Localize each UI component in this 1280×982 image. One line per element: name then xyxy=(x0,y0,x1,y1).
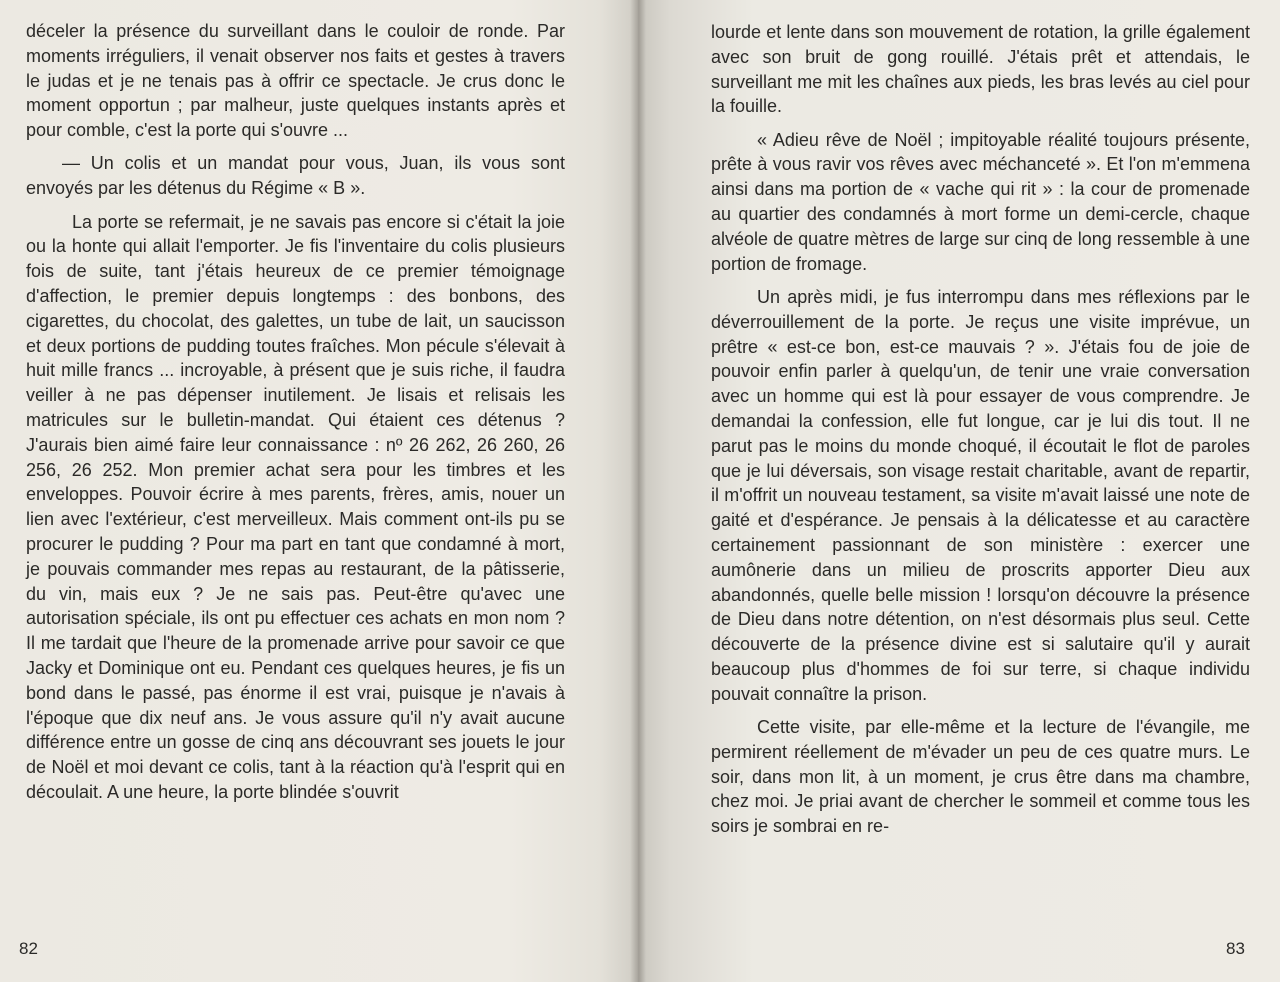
paragraph: La porte se refermait, je ne savais pas encore si c'était la joie ou la honte qui allait l'emporter. Je fis l'inventaire du colis plusieurs fois de suite, tant j'étais heureux de ce premier témoignage d'affection, le premier depuis longtemps : des bonbons, des cigarettes, du chocolat, des galettes, un tube de lait, un saucisson et deux portions de pudding toutes fraîches. Mon pécule s'élevait à huit mille francs ... incroyable, à présent que je suis riche, il faudra veiller à ne pas dépenser inutilement. Je lisais et relisais les matricules sur le bulletin-mandat. Qui étaient ces détenus ? J'aurais bien aimé faire leur connaissance : nº 26 262, 26 260, 26 256, 26 252. Mon premier achat sera pour les timbres et les enveloppes. Pouvoir écrire à mes parents, frères, amis, nouer un lien avec l'extérieur, c'est merveilleux. Mais comment ont-ils pu se procurer le pudding ? Pour ma part en tant que condamné à mort, je pouvais commander mes repas au restaurant, de la pâtisserie, du vin, mais eux ? Je ne sais pas. Peut-être qu'avec une autorisation spéciale, ils ont pu effectuer ces achats en mon nom ? Il me tardait que l'heure de la promenade arrive pour savoir ce que Jacky et Dominique ont eu. Pendant ces quelques heures, je fis un bond dans le passé, pas énorme il est vrai, puisque je n'avais à l'époque que dix neuf ans. Je vous assure qu'il n'y avait aucune différence entre un gosse de cinq ans découvrant ses jouets le jour de Noël et moi devant ce colis, tant à la réaction qu'à l'esprit qui en découlait. A une heure, la porte blindée s'ouvrit xyxy=(26,211,565,802)
paragraph: lourde et lente dans son mouvement de rotation, la grille également avec son bruit de gong rouillé. J'étais prêt et attendais, le surveillant me mit les chaînes aux pieds, les bras levés au ciel pour la fouille. xyxy=(711,22,1250,117)
book-gutter xyxy=(630,0,646,982)
page-number-right: 83 xyxy=(1226,939,1245,958)
right-page xyxy=(638,0,1280,982)
right-page-text xyxy=(711,20,1250,848)
paragraph: déceler la présence du surveillant dans le couloir de ronde. Par moments irréguliers, il venait observer nos faits et gestes à travers le judas et je ne tenais pas à offrir ce spectacle. Je crus donc le moment opportun ; par malheur, juste quelques instants après et pour comble, c'est la porte qui s'ouvre ... xyxy=(26,21,565,141)
dialogue-paragraph: — Un colis et un mandat pour vous, Juan, ils vous sont envoyés par les détenus du Régime « B ». xyxy=(26,153,565,199)
paragraph: Cette visite, par elle-même et la lecture de l'évangile, me permirent réellement de m'évader un peu de ces quatre murs. Le soir, dans mon lit, à un moment, je crus être dans ma chambre, chez moi. Je priai avant de chercher le sommeil et comme tous les soirs je sombrai en re- xyxy=(711,717,1250,837)
page-number-left: 82 xyxy=(19,939,38,958)
left-page xyxy=(0,0,638,982)
paragraph: « Adieu rêve de Noël ; impitoyable réalité toujours présente, prête à vous ravir vos rêves avec méchanceté ». Et l'on m'emmena ainsi dans ma portion de « vache qui rit » : la cour de promenade au quartier des condamnés à mort forme un demi-cercle, chaque alvéole de quatre mètres de large sur cinq de long ressemble à une portion de fromage. xyxy=(711,129,1250,274)
paragraph: Un après midi, je fus interrompu dans mes réflexions par le déverrouillement de la porte. Je reçus une visite imprévue, un prêtre « est-ce bon, est-ce mauvais ? ». J'étais fou de joie de pouvoir enfin parler à quelqu'un, de tenir une vraie conversation avec un homme qui est là pour essayer de vous comprendre. Je demandai la confession, elle fut longue, car je lui dis tout. Il ne parut pas le moins du monde choqué, il écoutait le flot de paroles que je lui déversais, son visage restait charitable, avant de repartir, il m'offrit un nouveau testament, sa visite m'avait laissé une note de gaité et d'espérance. Je pensais à la délicatesse et au caractère certainement passionnant de son ministère : exercer une aumônerie dans un milieu de proscrits apporter Dieu aux abandonnés, quelle belle mission ! lorsqu'on découvre la présence de Dieu dans notre détention, on n'est désormais plus seul. Cette découverte de la présence divine est si salutaire qu'il y aurait beaucoup plus d'hommes de foi sur terre, si chaque individu pouvait connaître la prison. xyxy=(711,286,1250,704)
left-page-text xyxy=(26,19,565,813)
